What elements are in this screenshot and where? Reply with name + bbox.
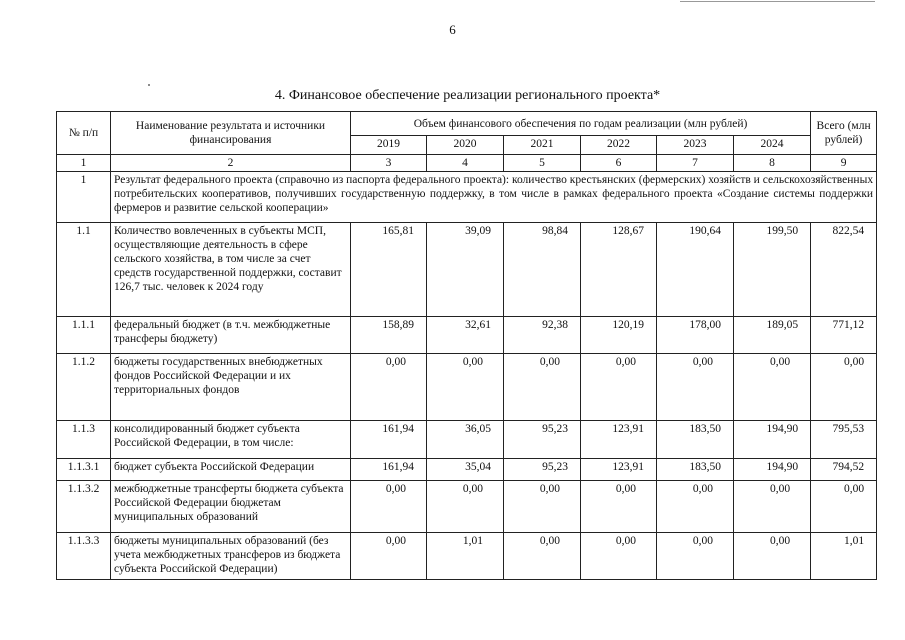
row-value: 190,64 xyxy=(657,223,734,317)
column-number: 7 xyxy=(657,155,734,172)
row-num: 1.1.1 xyxy=(57,317,111,354)
row-num: 1.1.3.3 xyxy=(57,533,111,580)
table-row xyxy=(57,317,877,354)
document-title: 4. Финансовое обеспечение реализации регионального проекта* xyxy=(274,88,661,103)
table-row xyxy=(57,354,877,421)
row-value: 95,23 xyxy=(504,459,581,481)
row-value: 178,00 xyxy=(657,317,734,354)
column-number-row xyxy=(57,155,877,172)
row-value: 95,23 xyxy=(504,421,581,459)
row-value: 0,00 xyxy=(427,481,504,533)
row-value: 0,00 xyxy=(581,481,657,533)
header-year: 2021 xyxy=(504,136,581,155)
column-number: 1 xyxy=(57,155,111,172)
row-value: 0,00 xyxy=(657,481,734,533)
scan-speck xyxy=(148,84,150,86)
row-name: консолидированный бюджет субъекта Российской Федерации, в том числе: xyxy=(111,421,351,459)
section-row xyxy=(57,172,877,223)
page-top-rule xyxy=(680,1,875,2)
row-total: 0,00 xyxy=(811,354,877,421)
row-value: 161,94 xyxy=(351,459,427,481)
row-total: 795,53 xyxy=(811,421,877,459)
row-total: 771,12 xyxy=(811,317,877,354)
header-total: Всего (млн рублей) xyxy=(811,112,877,155)
row-total: 1,01 xyxy=(811,533,877,580)
row-value: 92,38 xyxy=(504,317,581,354)
header-year: 2023 xyxy=(657,136,734,155)
column-number: 8 xyxy=(734,155,811,172)
table-row xyxy=(57,223,877,317)
row-value: 0,00 xyxy=(734,533,811,580)
header-year: 2019 xyxy=(351,136,427,155)
section-text: Результат федерального проекта (справочно из паспорта федерального проекта): количество крестьянских (фермерских) хозяйств и сельскохозяйственных потребительских кооперативов, получивших государственную поддержку, в том числе в рамках федерального проекта «Создание системы поддержки фермеров и развитие сельской кооперации» xyxy=(111,172,877,223)
row-value: 36,05 xyxy=(427,421,504,459)
row-value: 0,00 xyxy=(657,533,734,580)
row-value: 0,00 xyxy=(351,481,427,533)
row-value: 199,50 xyxy=(734,223,811,317)
row-name: бюджеты муниципальных образований (без учета межбюджетных трансферов из бюджета субъекта Российской Федерации) xyxy=(111,533,351,580)
row-value: 0,00 xyxy=(504,354,581,421)
row-value: 0,00 xyxy=(351,533,427,580)
row-value: 0,00 xyxy=(734,481,811,533)
column-number: 5 xyxy=(504,155,581,172)
row-name: бюджет субъекта Российской Федерации xyxy=(111,459,351,481)
row-value: 0,00 xyxy=(427,354,504,421)
table-row xyxy=(57,533,877,580)
column-number: 2 xyxy=(111,155,351,172)
row-total: 794,52 xyxy=(811,459,877,481)
row-value: 35,04 xyxy=(427,459,504,481)
row-value: 189,05 xyxy=(734,317,811,354)
row-name: межбюджетные трансферты бюджета субъекта Российской Федерации бюджетам муниципальных образований xyxy=(111,481,351,533)
column-number: 9 xyxy=(811,155,877,172)
row-value: 158,89 xyxy=(351,317,427,354)
row-value: 183,50 xyxy=(657,459,734,481)
header-group: Объем финансового обеспечения по годам реализации (млн рублей) xyxy=(351,112,811,136)
row-value: 0,00 xyxy=(504,533,581,580)
row-value: 1,01 xyxy=(427,533,504,580)
row-num: 1.1.3 xyxy=(57,421,111,459)
row-value: 183,50 xyxy=(657,421,734,459)
row-value: 165,81 xyxy=(351,223,427,317)
table-row xyxy=(57,481,877,533)
row-value: 0,00 xyxy=(734,354,811,421)
row-num: 1.1 xyxy=(57,223,111,317)
row-total: 822,54 xyxy=(811,223,877,317)
row-name: Количество вовлеченных в субъекты МСП, осуществляющие деятельность в сфере сельского хозяйства, в том числе за счет средств государственной поддержки, составит 126,7 тыс. человек к 2024 году xyxy=(111,223,351,317)
row-num: 1.1.2 xyxy=(57,354,111,421)
row-value: 39,09 xyxy=(427,223,504,317)
row-value: 0,00 xyxy=(657,354,734,421)
row-num: 1.1.3.2 xyxy=(57,481,111,533)
page-number: 6 xyxy=(449,22,456,37)
header-row-1 xyxy=(57,112,877,136)
row-value: 0,00 xyxy=(504,481,581,533)
header-num: № п/п xyxy=(57,112,111,155)
row-value: 120,19 xyxy=(581,317,657,354)
financing-table xyxy=(56,111,877,580)
row-value: 194,90 xyxy=(734,459,811,481)
row-value: 32,61 xyxy=(427,317,504,354)
row-value: 0,00 xyxy=(351,354,427,421)
header-year: 2022 xyxy=(581,136,657,155)
row-value: 123,91 xyxy=(581,459,657,481)
header-year: 2024 xyxy=(734,136,811,155)
column-number: 3 xyxy=(351,155,427,172)
row-num: 1.1.3.1 xyxy=(57,459,111,481)
column-number: 6 xyxy=(581,155,657,172)
row-value: 123,91 xyxy=(581,421,657,459)
header-name: Наименование результата и источники финансирования xyxy=(111,112,351,155)
section-num: 1 xyxy=(57,172,111,223)
row-value: 0,00 xyxy=(581,354,657,421)
row-value: 128,67 xyxy=(581,223,657,317)
row-total: 0,00 xyxy=(811,481,877,533)
table-row xyxy=(57,421,877,459)
row-value: 98,84 xyxy=(504,223,581,317)
column-number: 4 xyxy=(427,155,504,172)
row-name: федеральный бюджет (в т.ч. межбюджетные трансферы бюджету) xyxy=(111,317,351,354)
table-row xyxy=(57,459,877,481)
row-value: 194,90 xyxy=(734,421,811,459)
row-value: 161,94 xyxy=(351,421,427,459)
row-name: бюджеты государственных внебюджетных фондов Российской Федерации и их территориальных фондов xyxy=(111,354,351,421)
header-year: 2020 xyxy=(427,136,504,155)
row-value: 0,00 xyxy=(581,533,657,580)
